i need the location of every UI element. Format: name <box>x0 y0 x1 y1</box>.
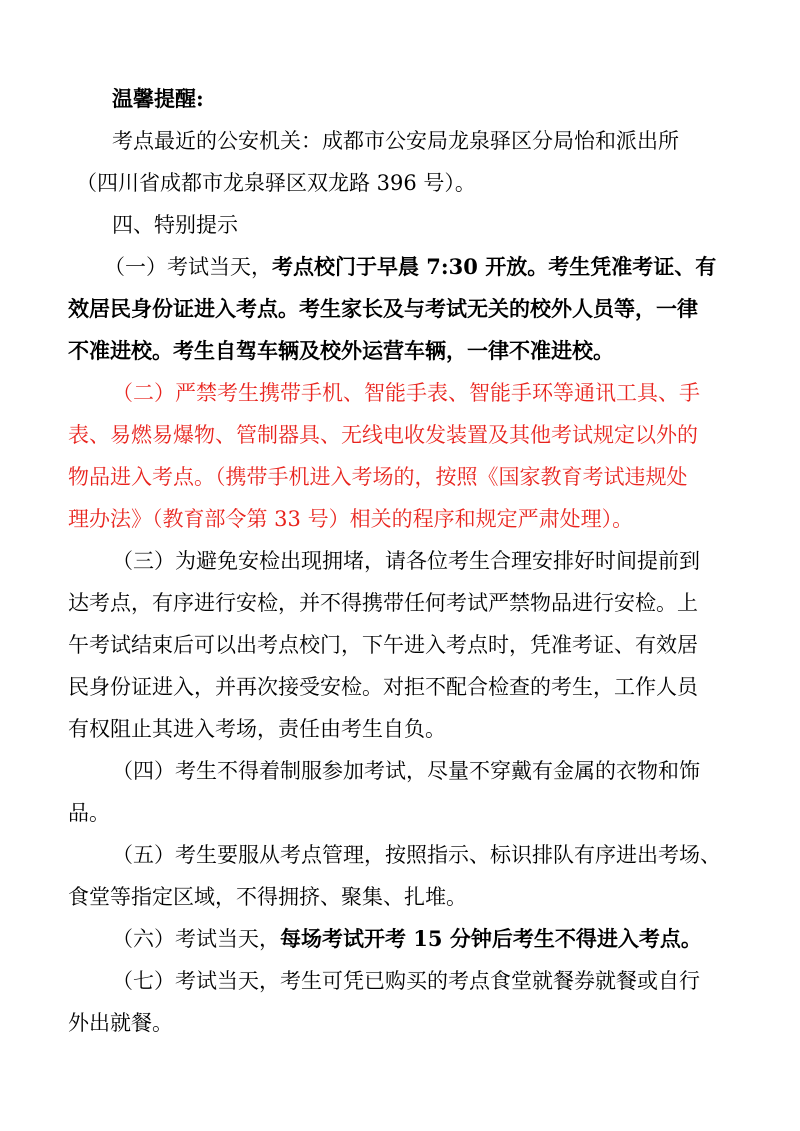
paragraph-line: 民身份证进入，并再次接受安检。对拒不配合检查的考生，工作人员 <box>68 675 698 699</box>
warning-line: 理办法》（教育部令第 33 号）相关的程序和规定严肃处理）。 <box>68 507 634 531</box>
warning-line: 物品进入考点。（携带手机进入考场的，按照《国家教育考试违规处 <box>68 465 688 489</box>
reminder-heading: 温馨提醒: <box>112 86 204 111</box>
reminder-text-line: （四川省成都市龙泉驿区双龙路 396 号）。 <box>76 171 476 195</box>
paragraph-line: 达考点，有序进行安检，并不得携带任何考试严禁物品进行安检。上 <box>68 591 698 615</box>
paragraph-prefix: （一）考试当天， <box>104 255 272 279</box>
paragraph-line: 不准进校。考生自驾车辆及校外运营车辆，一律不准进校。 <box>68 338 614 363</box>
paragraph-line: 有权阻止其进入考场，责任由考生自负。 <box>68 717 446 741</box>
paragraph-line: （七）考试当天，考生可凭已购买的考点食堂就餐券就餐或自行 <box>112 969 700 993</box>
warning-line: 表、易燃易爆物、管制器具、无线电收发装置及其他考试规定以外的 <box>68 423 698 447</box>
paragraph-line: 外出就餐。 <box>68 1011 173 1035</box>
paragraph-line: 效居民身份证进入考点。考生家长及与考试无关的校外人员等，一律 <box>68 296 698 321</box>
paragraph-line <box>104 252 716 282</box>
section-heading: 四、特别提示 <box>112 213 238 237</box>
reminder-text-line: 考点最近的公安机关：成都市公安局龙泉驿区分局怡和派出所 <box>112 129 679 153</box>
paragraph-line: （四）考生不得着制服参加考试，尽量不穿戴有金属的衣物和饰 <box>112 759 700 783</box>
emphasis-text: 每场考试开考 15 分钟后考生不得进入考点。 <box>280 926 702 951</box>
paragraph-line <box>112 924 702 954</box>
paragraph-line: 品。 <box>68 801 110 825</box>
emphasis-text: 考点校门于早晨 7:30 开放。考生凭准考证、有 <box>272 254 717 279</box>
warning-line: （二）严禁考生携带手机、智能手表、智能手环等通讯工具、手 <box>112 381 700 405</box>
paragraph-prefix: （六）考试当天， <box>112 927 280 951</box>
paragraph-line: 食堂等指定区域，不得拥挤、聚集、扎堆。 <box>68 885 467 909</box>
paragraph-line: （五）考生要服从考点管理，按照指示、标识排队有序进出考场、 <box>112 843 721 867</box>
paragraph-line: （三）为避免安检出现拥堵，请各位考生合理安排好时间提前到 <box>112 549 700 573</box>
paragraph-line: 午考试结束后可以出考点校门，下午进入考点时，凭准考证、有效居 <box>68 633 698 657</box>
